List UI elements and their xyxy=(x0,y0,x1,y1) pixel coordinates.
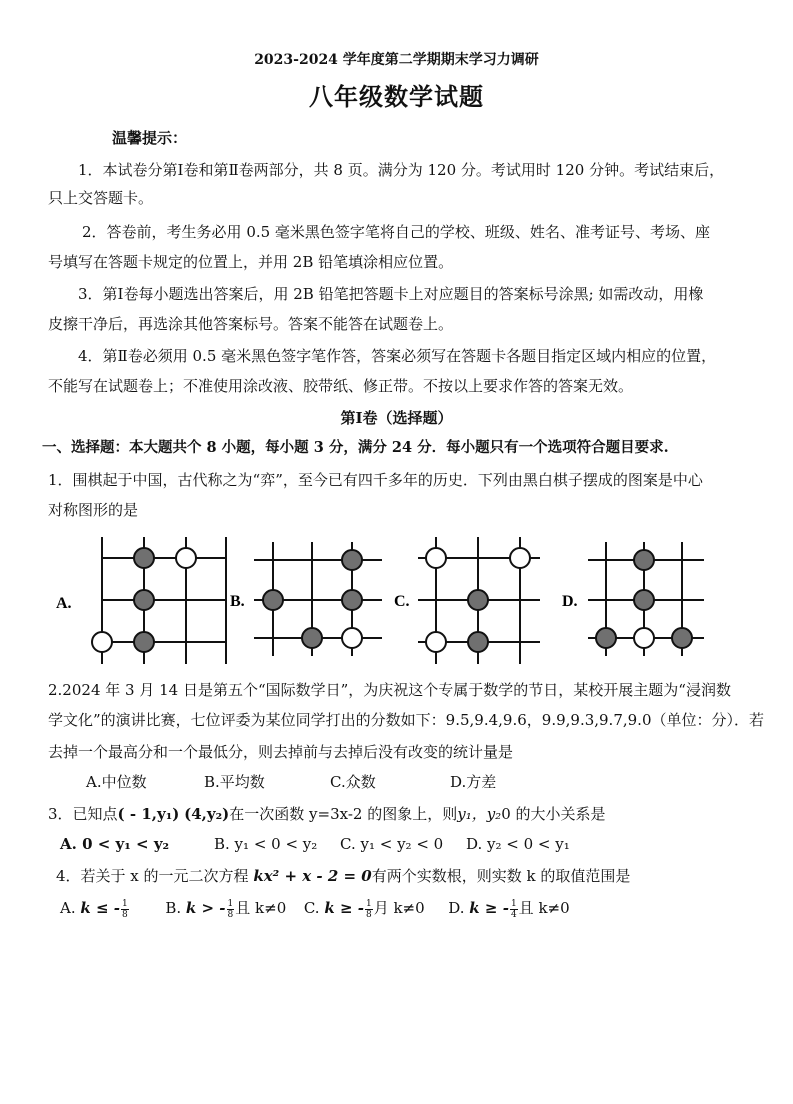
q4-prefix: 4．若关于 x 的一元二次方程 xyxy=(56,867,249,885)
option-label-d: D. xyxy=(562,593,578,610)
q1-figure xyxy=(40,532,760,667)
black-stone xyxy=(468,590,488,610)
notice-item3-line1: 3．第Ⅰ卷每小题选出答案后，用 2B 铅笔把答题卡上对应题目的答案标号涂黑; 如需改动，用橡 xyxy=(78,285,704,303)
q3-middle: 在一次函数 y=3x-2 的图象上，则 xyxy=(229,805,458,823)
black-stone xyxy=(342,550,362,570)
black-stone xyxy=(263,590,283,610)
fraction-one-eighth: $\frac{1}{8}$ xyxy=(227,898,234,920)
q2-option-a: A.中位数 xyxy=(86,773,147,791)
fraction-one-eighth: $\frac{1}{8}$ xyxy=(365,898,372,920)
exam-title: 八年级数学试题 xyxy=(309,82,484,111)
fraction-one-quarter: $\frac{1}{4}$ xyxy=(510,898,517,920)
white-stone xyxy=(92,632,112,652)
q2-line2: 学文化”的演讲比赛，七位评委为某位同学打出的分数如下：9.5,9.4,9.6，9.9,9.3,9.7,9.0（单位：分）．若 xyxy=(48,711,764,729)
white-stone xyxy=(426,632,446,652)
q3-option-c: C. y₁ < y₂ < 0 xyxy=(340,835,444,853)
black-stone xyxy=(134,548,154,568)
notice-item4-line1: 4．第Ⅱ卷必须用 0.5 毫米黑色签字笔作答，答案必须写在答题卡各题目指定区域内相应的位置， xyxy=(78,347,717,365)
notice-item1-line1: 1．本试卷分第Ⅰ卷和第Ⅱ卷两部分，共 8 页。满分为 120 分。考试用时 120 分钟。考试结束后， xyxy=(78,161,725,179)
white-stone xyxy=(634,628,654,648)
option-label-c: C. xyxy=(394,593,410,610)
exam-subtitle: 2023-2024 学年度第二学期期末学习力调研 xyxy=(254,52,539,68)
go-patterns-svg xyxy=(40,532,760,667)
q4-option-d: D. k ≥ - $\frac{1}{4}$ 且 k≠0 xyxy=(448,898,570,920)
white-stone xyxy=(510,548,530,568)
black-stone xyxy=(596,628,616,648)
q4-option-a: A. k ≤ - $\frac{1}{8}$ xyxy=(60,898,128,920)
notice-heading: 温馨提示： xyxy=(112,129,188,147)
q3-stem xyxy=(48,804,606,824)
option-label-b: B. xyxy=(230,593,245,610)
notice-item1-line2: 只上交答题卡。 xyxy=(48,189,154,207)
q3-prefix: 3．已知点 xyxy=(48,805,118,823)
notice-item4-line2: 不能写在试题卷上；不准使用涂改液、胶带纸、修正带。不按以上要求作答的答案无效。 xyxy=(48,377,634,395)
q2-option-b: B.平均数 xyxy=(204,773,265,791)
q2-option-d: D.方差 xyxy=(450,773,497,791)
q3-option-a: A. 0 < y₁ < y₂ xyxy=(60,835,170,853)
fraction-one-eighth: $\frac{1}{8}$ xyxy=(122,898,128,920)
notice-item2-line1: 2．答卷前，考生务必用 0.5 毫米黑色签字笔将自己的学校、班级、姓名、准考证号、考场、座 xyxy=(82,223,710,241)
white-stone xyxy=(176,548,196,568)
q3-point-1: ( - 1,y₁) xyxy=(117,805,180,823)
q3-vars: y₁，y₂ xyxy=(457,805,502,823)
black-stone xyxy=(634,550,654,570)
q2-option-c: C.众数 xyxy=(330,773,376,791)
q4-options xyxy=(60,898,570,924)
section-instruction: 一、选择题：本大题共个 8 小题，每小题 3 分，满分 24 分．每小题只有一个选项符合题目要求. xyxy=(42,439,669,456)
option-label-a: A. xyxy=(56,595,72,612)
q4-option-c: C. k ≥ - $\frac{1}{8}$ 月 k≠0 xyxy=(303,898,425,920)
q3-point-2: (4,y₂) xyxy=(184,805,230,823)
white-stone xyxy=(342,628,362,648)
q2-line3: 去掉一个最高分和一个最低分，则去掉前与去掉后没有改变的统计量是 xyxy=(48,743,514,761)
q3-option-b: B. y₁ < 0 < y₂ xyxy=(214,835,318,853)
q3-suffix: 0 的大小关系是 xyxy=(501,805,606,823)
notice-item3-line2: 皮擦干净后，再选涂其他答案标号。答案不能答在试题卷上。 xyxy=(48,315,454,333)
q4-equation: kx² + x - 2 = 0 xyxy=(253,867,372,885)
black-stone xyxy=(468,632,488,652)
black-stone xyxy=(134,632,154,652)
black-stone xyxy=(634,590,654,610)
q4-stem xyxy=(56,866,630,886)
q4-suffix: 有两个实数根，则实数 k 的取值范围是 xyxy=(371,867,631,885)
black-stone xyxy=(342,590,362,610)
black-stone xyxy=(302,628,322,648)
black-stone xyxy=(134,590,154,610)
q2-line1: 2.2024 年 3 月 14 日是第五个“国际数学日”，为庆祝这个专属于数学的节日，某校开展主题为“浸润数 xyxy=(48,681,731,699)
q1-line1: 1．围棋起于中国，古代称之为“弈”，至今已有四千多年的历史．下列由黑白棋子摆成的图案是中心 xyxy=(48,471,703,489)
q4-option-b: B. k > - $\frac{1}{8}$ 且 k≠0 xyxy=(165,898,287,920)
q3-option-d: D. y₂ < 0 < y₁ xyxy=(466,835,570,853)
section-title: 第Ⅰ卷（选择题） xyxy=(340,409,453,427)
black-stone xyxy=(672,628,692,648)
notice-item2-line2: 号填写在答题卡规定的位置上，并用 2B 铅笔填涂相应位置。 xyxy=(48,253,454,271)
go-board-a xyxy=(102,537,226,664)
q1-line2: 对称图形的是 xyxy=(48,501,139,519)
white-stone xyxy=(426,548,446,568)
